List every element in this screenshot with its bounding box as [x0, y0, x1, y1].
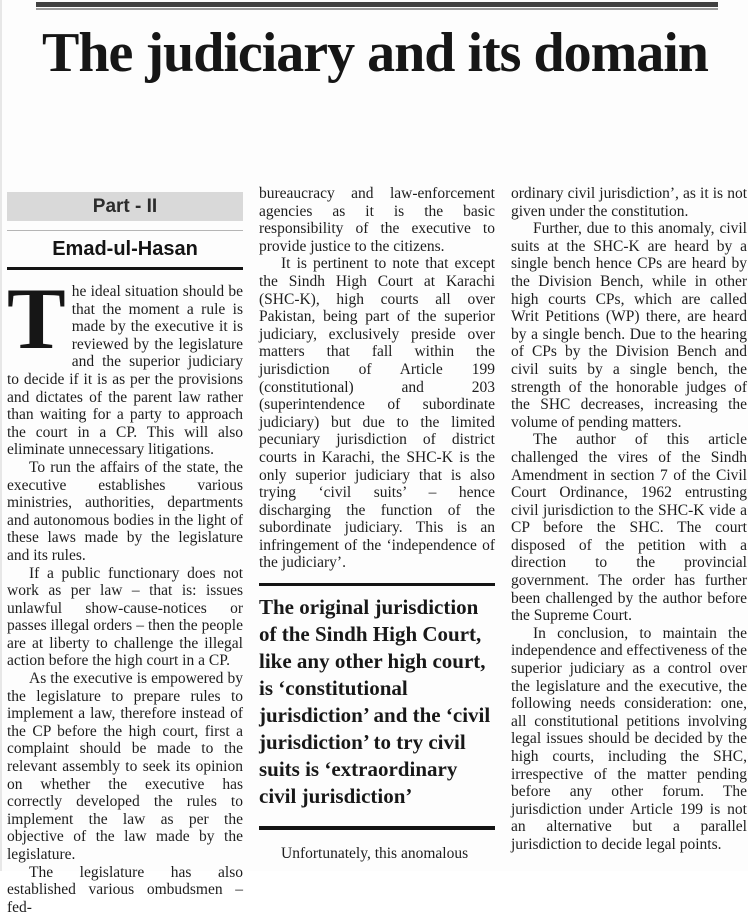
column-3 — [511, 185, 747, 871]
paragraph: To run the affairs of the state, the executive establishes various ministries, authorities, departments and autonomous bodies in the light of these laws made by the legislature and its rules. — [7, 458, 243, 564]
article-title: The judiciary and its domain — [42, 22, 708, 84]
paragraph: Further, due to this anomaly, civil suits at the SHC-K are heard by a single bench hence CPs are heard by the Division Bench, while in other high courts CPs, which are called Writ Petitions (WP) there, are heard by a single bench. Due to the hearing of CPs by the Division Bench and civil suits by a single bench, the strength of the honorable judges of the SHC decreases, increasing the volume of pending matters. — [511, 220, 747, 431]
paragraph: Unfortunately, this anomalous — [281, 845, 469, 863]
paragraph: In conclusion, to maintain the independence and effectiveness of the superior judiciary as a control over the legislature and the executive, the following needs consideration: one, all constitutional petitions involving legal issues should be decided by the high courts, including the SHC, irrespective of the matter pending before any other forum. The jurisdiction under Article 199 is not an alternative but a parallel jurisdiction to decide legal points. — [511, 624, 747, 853]
drop-cap: T — [7, 271, 66, 368]
paragraph — [7, 271, 243, 459]
paragraph-text: he ideal situation should be that the moment a rule is made by the executive it is reviewed by the legislature and the superior judiciary to decide if it is as per the provisions and dictates of the parent law rather than waiting for a party to approach the court in a CP. This will also eliminate unnecessary litigations. — [7, 283, 243, 459]
paragraph: As the executive is empowered by the legislature to prepare rules to implement a law, therefore instead of the CP before the high court, first a complaint should be made to the relevant assembly to seek its opinion on whether the executive has correctly developed the rules to implement the law as per the objective of the law made by the legislature. — [7, 670, 243, 863]
paragraph: The legislature has also established various ombudsmen – fed- — [7, 863, 243, 916]
paragraph: If a public functionary does not work as per law – that is: issues unlawful show-cause-notices or passes illegal orders – then the people are at liberty to challenge the illegal action before the high court in a CP. — [7, 564, 243, 670]
author-name: Emad-ul-Hasan — [52, 238, 198, 260]
author-block — [7, 230, 243, 270]
paragraph: It is pertinent to note that except the Sindh High Court at Karachi (SHC-K), high courts all over Pakistan, being part of the superior judiciary, exclusively preside over matters that fall within the jurisdiction of Article 199 (constitutional) and 203 (superintendence of subordinate judiciary) but due to the limited pecuniary jurisdiction of district courts in Karachi, the SHC-K is the only superior judiciary that is also trying ‘civil suits’ – hence discharging the function of the subordinate judiciary. This is an infringement of the ‘independence of the judiciary’. — [259, 255, 495, 572]
paragraph: bureaucracy and law-enforcement agencies as it is the basic responsibility of the executive to provide justice to the citizens. — [259, 185, 495, 255]
paragraph: ordinary civil jurisdiction’, as it is not given under the constitution. — [511, 185, 747, 220]
part-label: Part - II — [7, 192, 243, 221]
column-1 — [7, 185, 243, 916]
column-2 — [259, 185, 495, 871]
pull-quote: The original jurisdiction of the Sindh High Court, like any other high court, is ‘constitutional jurisdiction’ and the ‘civil jurisdiction’ to try civil suits is ‘extraordinary civil jurisdiction’ — [259, 583, 495, 830]
top-divider-rule — [36, 2, 718, 10]
article-columns — [7, 185, 747, 916]
paragraph: The author of this article challenged the vires of the Sindh Amendment in section 7 of the Civil Court Ordinance, 1962 entrusting civil jurisdiction to the SHC-K vide a CP before the SHC. The court disposed of the petition with a direction to the provincial government. The order has further been challenged by the author before the Supreme Court. — [511, 431, 747, 625]
